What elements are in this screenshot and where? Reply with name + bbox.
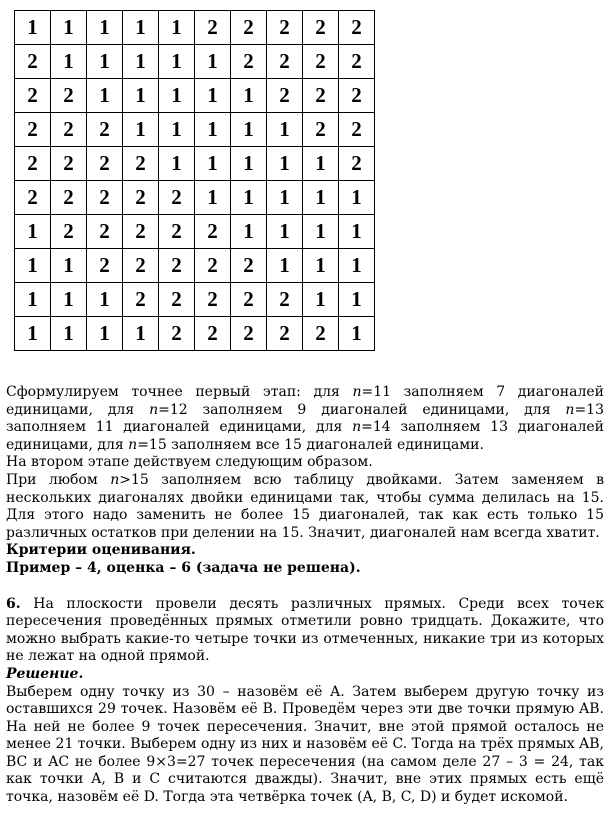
- grid-cell: 1: [303, 215, 339, 249]
- solution-title: Решение.: [6, 665, 84, 682]
- grid-cell: 2: [267, 11, 303, 45]
- grid-cell: 1: [15, 249, 51, 283]
- grid-cell: 1: [339, 283, 375, 317]
- grid-row: [15, 283, 375, 317]
- grid-cell: 1: [123, 79, 159, 113]
- grid-row: [15, 113, 375, 147]
- grid-cell: 2: [15, 79, 51, 113]
- grid-cell: 1: [123, 113, 159, 147]
- grid-cell: 1: [303, 283, 339, 317]
- criteria-title: Критерии оценивания.: [6, 542, 196, 559]
- grid-cell: 2: [123, 283, 159, 317]
- grid-cell: 2: [123, 215, 159, 249]
- grid-cell: 2: [339, 11, 375, 45]
- paragraph-first-stage: Сформулируем точнее первый этап: для n=11 заполняем 7 диагоналей единицами, для n=12 заполняем 9 диагоналей единицами, для n=13 заполняем 11 диагоналей единицами, для n=14 заполняем 13 диагоналей единицами, для n=15 заполняем все 15 диагоналей единицами.: [6, 384, 604, 453]
- grid-cell: 2: [195, 11, 231, 45]
- grid-cell: 1: [123, 317, 159, 351]
- grid-cell: 2: [195, 215, 231, 249]
- grid-cell: 1: [87, 45, 123, 79]
- grid-cell: 2: [159, 249, 195, 283]
- grid-cell: 1: [123, 11, 159, 45]
- grid-row: [15, 79, 375, 113]
- grid-cell: 1: [231, 181, 267, 215]
- grid-cell: 2: [123, 181, 159, 215]
- grid-cell: 1: [267, 113, 303, 147]
- grid-cell: 2: [267, 79, 303, 113]
- grid-cell: 1: [15, 283, 51, 317]
- grid-cell: 2: [51, 215, 87, 249]
- grid-row: [15, 181, 375, 215]
- grid-cell: 2: [15, 181, 51, 215]
- grid-cell: 1: [231, 215, 267, 249]
- grid-cell: 2: [123, 147, 159, 181]
- grid-cell: 1: [195, 147, 231, 181]
- grid-cell: 1: [159, 113, 195, 147]
- grid-cell: 1: [231, 147, 267, 181]
- grid-cell: 2: [303, 79, 339, 113]
- grid-cell: 2: [267, 317, 303, 351]
- grid-cell: 1: [303, 181, 339, 215]
- grid-cell: 1: [339, 215, 375, 249]
- problem-6: [6, 596, 604, 666]
- grid-cell: 1: [159, 147, 195, 181]
- grid-cell: 2: [195, 249, 231, 283]
- grid-cell: 1: [231, 113, 267, 147]
- grid-cell: 2: [87, 113, 123, 147]
- grid-body: [15, 11, 375, 351]
- grid-cell: 1: [15, 215, 51, 249]
- grid-cell: 2: [267, 283, 303, 317]
- grid-cell: 2: [303, 317, 339, 351]
- grid-cell: 2: [339, 45, 375, 79]
- grid-cell: 1: [267, 215, 303, 249]
- grid-cell: 2: [231, 249, 267, 283]
- grid-cell: 2: [231, 317, 267, 351]
- grid-cell: 2: [303, 113, 339, 147]
- grid-cell: 2: [159, 215, 195, 249]
- grid-cell: 2: [51, 113, 87, 147]
- grid-cell: 2: [87, 147, 123, 181]
- grid-cell: 1: [15, 11, 51, 45]
- grid-cell: 2: [87, 215, 123, 249]
- grid-cell: 1: [267, 147, 303, 181]
- grid-cell: 1: [123, 45, 159, 79]
- grid-cell: 2: [303, 45, 339, 79]
- grid-row: [15, 215, 375, 249]
- grid-cell: 2: [231, 11, 267, 45]
- grid-cell: 1: [267, 181, 303, 215]
- solution-text: Выберем одну точку из 30 – назовём её A. Затем выберем другую точку из оставшихся 29 точек. Назовём её B. Проведём через эти две точки прямую AB. На ней не более 9 точек пересечения. Значит, вне этой прямой осталось не менее 21 точки. Выберем одну из них и назовём её C. Тогда на трёх прямых AB, BC и AC не более 9×3=27 точек пересечения (на самом деле 27 – 3 = 24, так как точки A, B и C считаются дважды). Значит, вне этих прямых есть ещё точка, назовём её D. Тогда эта четвёрка точек (A, B, C, D) и будет искомой.: [6, 683, 604, 806]
- grid-cell: 1: [303, 249, 339, 283]
- grid-cell: 2: [303, 11, 339, 45]
- grid-cell: 2: [159, 181, 195, 215]
- grid-cell: 1: [303, 147, 339, 181]
- grid-cell: 1: [231, 79, 267, 113]
- grid-cell: 1: [339, 181, 375, 215]
- grid-cell: 1: [87, 79, 123, 113]
- grid-cell: 1: [51, 283, 87, 317]
- grid-cell: 1: [339, 317, 375, 351]
- grid-cell: 2: [87, 249, 123, 283]
- problem-number: 6.: [6, 595, 21, 612]
- criteria-line: Пример – 4, оценка – 6 (задача не решена).: [6, 559, 361, 576]
- grid-cell: 1: [51, 249, 87, 283]
- grid-cell: 2: [51, 147, 87, 181]
- grid-cell: 2: [51, 181, 87, 215]
- grid-cell: 2: [231, 45, 267, 79]
- grid-cell: 2: [195, 283, 231, 317]
- problem-text: На плоскости провели десять различных прямых. Среди всех точек пересечения проведённых прямых отметили ровно тридцать. Докажите, что можно выбрать какие-то четыре точки из отмеченных, никакие три из которых не лежат на одной прямой.: [6, 595, 604, 665]
- grid-cell: 1: [195, 45, 231, 79]
- grid-cell: 1: [267, 249, 303, 283]
- grid-row: [15, 317, 375, 351]
- grid-cell: 2: [339, 79, 375, 113]
- grid-cell: 2: [15, 113, 51, 147]
- grid-cell: 2: [15, 45, 51, 79]
- grid-cell: 1: [195, 79, 231, 113]
- grid-cell: 1: [51, 45, 87, 79]
- paragraph-any-n: При любом n>15 заполняем всю таблицу двойками. Затем заменяем в нескольких диагоналях двойки единицами так, чтобы сумма делилась на 15. Для этого надо заменить не более 15 диагоналей, так как есть только 15 различных остатков при делении на 15. Значит, диагоналей нам всегда хватит.: [6, 471, 604, 541]
- grid-cell: 2: [87, 181, 123, 215]
- grid-cell: 2: [123, 249, 159, 283]
- grid-cell: 2: [159, 317, 195, 351]
- grid-cell: 1: [87, 11, 123, 45]
- grid-cell: 1: [159, 11, 195, 45]
- grid-cell: 1: [159, 79, 195, 113]
- grid-cell: 2: [159, 283, 195, 317]
- grid-cell: 2: [339, 113, 375, 147]
- grid-row: [15, 11, 375, 45]
- document-text: [6, 384, 604, 807]
- grid-cell: 1: [195, 181, 231, 215]
- paragraph-second-stage: На втором этапе действуем следующим образом.: [6, 454, 373, 471]
- grid-row: [15, 249, 375, 283]
- grid-cell: 2: [15, 147, 51, 181]
- grid-row: [15, 147, 375, 181]
- grid-row: [15, 45, 375, 79]
- grid-cell: 1: [51, 317, 87, 351]
- grid-cell: 1: [15, 317, 51, 351]
- grid-cell: 1: [87, 317, 123, 351]
- grid-cell: 2: [231, 283, 267, 317]
- grid-cell: 2: [339, 147, 375, 181]
- grid-cell: 2: [267, 45, 303, 79]
- grid-cell: 1: [51, 11, 87, 45]
- grid-cell: 2: [51, 79, 87, 113]
- grid-cell: 1: [87, 283, 123, 317]
- grid-cell: 1: [195, 113, 231, 147]
- grid-cell: 1: [159, 45, 195, 79]
- grid-cell: 1: [339, 249, 375, 283]
- number-grid: [14, 10, 375, 351]
- grid-cell: 2: [195, 317, 231, 351]
